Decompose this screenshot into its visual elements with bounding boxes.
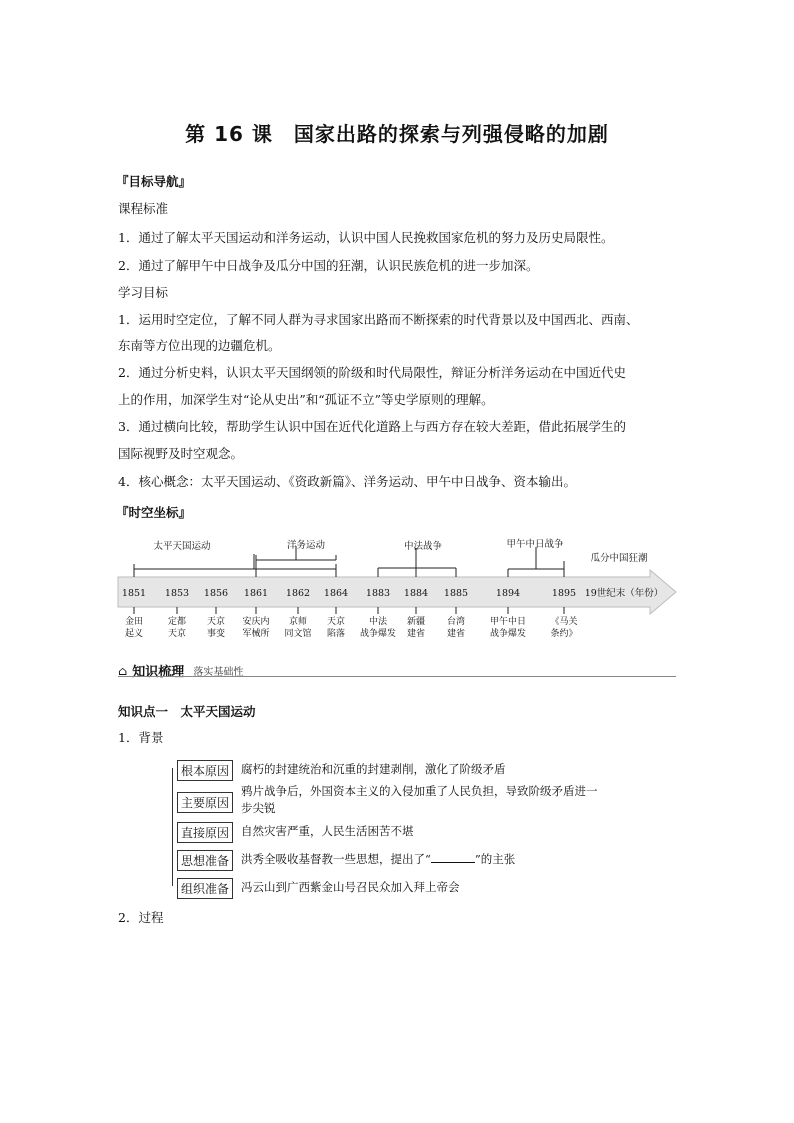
period-label: 洋务运动 <box>286 540 326 551</box>
year-label: 1851 <box>121 588 147 599</box>
cause-text: 自然灾害严重，人民生活困苦不堪 <box>241 824 414 838</box>
knowledge-heading: 知识梳理 <box>132 665 185 680</box>
event-label: 新疆 <box>406 617 426 627</box>
event-label: 天京 <box>206 617 226 627</box>
cause-label-organization: 组织准备 <box>177 878 233 899</box>
period-label: 瓜分中国狂潮 <box>590 553 648 564</box>
event-label: 天京 <box>167 629 187 639</box>
period-label: 甲午中日战争 <box>506 539 564 550</box>
fill-blank[interactable] <box>431 852 475 863</box>
event-label: 起义 <box>124 629 144 639</box>
section-heading-timeline: 『时空坐标』 <box>116 505 192 520</box>
cause-label-root: 根本原因 <box>177 760 233 781</box>
curriculum-label: 课程标准 <box>118 201 169 216</box>
goal-line: 国际视野及时空观念。 <box>118 446 244 461</box>
knowledge-header <box>118 660 676 680</box>
event-label: 建省 <box>446 629 466 639</box>
knowledge-subheading: 落实基础性 <box>193 667 244 678</box>
event-label: 建省 <box>406 629 426 639</box>
year-label: 1862 <box>285 588 311 599</box>
event-label: 同文馆 <box>284 629 312 639</box>
section-heading-nav: 『目标导航』 <box>116 174 192 189</box>
goal-line: 3．通过横向比较，帮助学生认识中国在近代化道路上与西方存在较大差距，借此拓展学生的 <box>118 419 626 434</box>
event-label: 甲午中日 <box>489 617 527 627</box>
page-title: 第 16 课 国家出路的探索与列强侵略的加剧 <box>185 122 609 146</box>
event-label: 战争爆发 <box>359 629 397 639</box>
year-label: 1861 <box>243 588 269 599</box>
event-label: 京师 <box>288 617 308 627</box>
year-label: 1885 <box>443 588 469 599</box>
period-label: 中法战争 <box>403 541 443 552</box>
goal-line: 4．核心概念：太平天国运动、《资政新篇》、洋务运动、甲午中日战争、资本输出。 <box>118 474 576 489</box>
cause-text: 冯云山到广西紫金山号召民众加入拜上帝会 <box>241 880 460 894</box>
event-label: 陷落 <box>326 629 346 639</box>
year-label: 1884 <box>403 588 429 599</box>
goal-line: 上的作用，加深学生对“论从史出”和“孤证不立”等史学原则的理解。 <box>118 392 494 407</box>
event-label: 军械所 <box>242 629 270 639</box>
event-label: 中法 <box>368 617 388 627</box>
divider <box>118 676 676 677</box>
temple-icon: ⌂ <box>118 663 128 678</box>
knowledge-point-title: 知识点一 太平天国运动 <box>118 704 256 719</box>
event-label: 事变 <box>206 629 226 639</box>
cause-label-direct: 直接原因 <box>177 822 233 843</box>
event-label: 台湾 <box>446 617 466 627</box>
goals-label: 学习目标 <box>118 285 169 300</box>
year-label: 1894 <box>495 588 521 599</box>
event-label: 天京 <box>326 617 346 627</box>
curriculum-item: 2．通过了解甲午中日战争及瓜分中国的狂潮，认识民族危机的进一步加深。 <box>118 258 539 273</box>
event-label: 条约》 <box>550 629 578 639</box>
timeline-diagram <box>110 528 680 648</box>
bracket-line <box>172 768 173 886</box>
background-label: 1．背景 <box>118 730 164 745</box>
event-label: 金田 <box>124 617 144 627</box>
cause-text: 腐朽的封建统治和沉重的封建剥削，激化了阶级矛盾 <box>241 762 506 776</box>
cause-text-post: ”的主张 <box>474 852 516 866</box>
year-label: 1883 <box>365 588 391 599</box>
goal-line: 1．运用时空定位，了解不同人群为寻求国家出路而不断探索的时代背景以及中国西北、西南、 <box>118 312 639 327</box>
event-label: 《马关 <box>550 617 578 627</box>
event-label: 定都 <box>167 617 187 627</box>
process-label: 2．过程 <box>118 910 164 925</box>
year-label: 1895 <box>551 588 577 599</box>
cause-label-main: 主要原因 <box>177 792 233 813</box>
cause-text-cont: 步尖锐 <box>241 801 276 815</box>
goal-line: 东南等方位出现的边疆危机。 <box>118 338 281 353</box>
cause-text: 鸦片战争后，外国资本主义的入侵加重了人民负担，导致阶级矛盾进一 <box>241 784 598 798</box>
year-label: 19世纪末（年份） <box>584 588 664 599</box>
year-label: 1864 <box>323 588 349 599</box>
goal-line: 2．通过分析史料，认识太平天国纲领的阶级和时代局限性，辩证分析洋务运动在中国近代史 <box>118 365 626 380</box>
event-label: 战争爆发 <box>489 629 527 639</box>
year-label: 1856 <box>203 588 229 599</box>
curriculum-item: 1．通过了解太平天国运动和洋务运动，认识中国人民挽救国家危机的努力及历史局限性。 <box>118 230 614 245</box>
period-label: 太平天国运动 <box>153 541 211 552</box>
event-label: 安庆内 <box>242 617 270 627</box>
cause-text-pre: 洪秀全吸收基督教一些思想，提出了“ <box>241 852 431 866</box>
year-label: 1853 <box>164 588 190 599</box>
cause-text <box>241 851 515 868</box>
cause-label-ideology: 思想准备 <box>177 850 233 871</box>
